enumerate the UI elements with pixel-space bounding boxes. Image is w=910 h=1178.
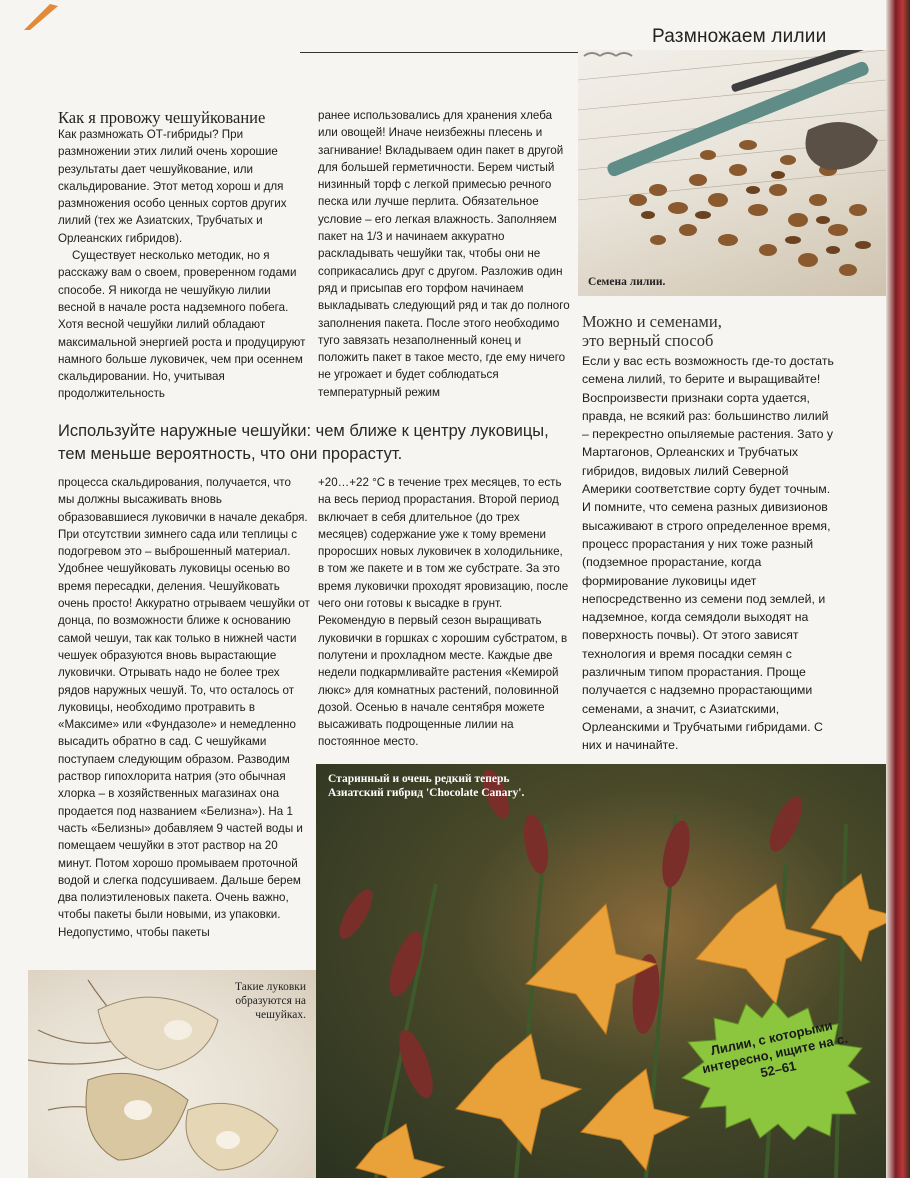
promo-starburst-text[interactable]: Лилии, с которыми интересно, ищите на с. 52–61 xyxy=(700,1017,850,1081)
seeds-caption: Семена лилии. xyxy=(588,276,666,288)
column-2-upper xyxy=(318,107,570,401)
page-spine xyxy=(886,0,910,1178)
paragraph-1: Как размножать ОТ-гибриды? При размножении этих лилий очень хорошие результаты дает чешуйкование, или скальдирование. Этот метод хорош и для размножения особо ценных сортов других лилий (тех же Азиатских, Трубчатых и Орлеанских гибридов). xyxy=(58,128,287,245)
lilies-caption: Старинный и очень редкий теперь Азиатский гибрид 'Chocolate Canary'. xyxy=(328,773,525,799)
heading-scaling: Как я провожу чешуйкование xyxy=(58,108,266,127)
paragraph-6: Если у вас есть возможность где-то достать семена лилий, то берите и выращивайте! Воспроизвести признаки сорта удается, правда, не всякий раз: большинство лилий – перекрестно опыляемые растения. Зато у Мартагонов, Орлеанских и Трубчатых гибридов, видовых лилий Северной Америки соответствие сорту будет точным. И помните, что семена разных дивизионов высаживают в строго определенное время, процесс прорастания у них тоже разный (подземное прорастание, когда формирование луковицы идет непосредственно из семени под землей, и надземное, когда семядоли выходят на поверхность почвы). От этого зависят технология и время посадки семян с различным типом прорастания. Проще получается с надземно прорастающими семенами, а значит, с Азиатскими, Орлеанскими и Трубчатыми гибридами. С них и начинайте. xyxy=(582,354,834,753)
column-3-seeds xyxy=(582,352,834,755)
column-1-lower xyxy=(58,474,310,941)
paragraph-4: процесса скальдирования, получается, что мы должны высаживать вновь образовавшиеся луковички в начале декабря. При отсутствии зимнего сада или теплицы с подогревом это – выброшенный материал. Удобнее чешуйковать луковицы осенью во время пересадки, деления. Чешуйковать очень просто! Аккуратно отрываем чешуйки от донца, по возможности ближе к основанию самой чешуи, так как только в нижней части чешуек образуются вновь вырастающие луковички. Отрывать надо не более трех рядов наружных чешуй. То, что осталось от луковицы, необходимо протравить в «Максиме» или «Фундазоле» и немедленно высадить обратно в сад. С чешуйками поступаем следующим образом. Разводим раствор гипохлорита натрия (это обычная хлорка – в хозяйственных магазинах она продается под названием «Белизна»). На 1 часть «Белизны» добавляем 9 частей воды и помещаем чешуйки в этот раствор на 20 минут. Потом хорошо промываем проточной водой и слегка подсушиваем. Дальше берем два полиэтиленовых пакета. Очень важно, чтобы пакеты были новыми, из упаковки. Недопустимо, чтобы пакеты xyxy=(58,476,310,939)
section-tag: Размножаем лилии xyxy=(652,26,827,47)
paragraph-2: Существует несколько методик, но я расскажу вам о своем, проверенном годами способе. Я никогда не чешуйкую лилии весной в начале роста надземного побега. Хотя весной чешуйки лилий обладают максимальной энергией роста и продуцируют намного больше луковичек, чем при осеннем скальдировании. Но, учитывая продолжительность xyxy=(58,249,306,401)
heading-seeds-line2: это верный способ xyxy=(582,331,714,350)
bulbs-caption: Такие луковки образуются на чешуйках. xyxy=(235,981,306,1021)
paragraph-5: +20…+22 °С в течение трех месяцев, то есть на весь период прорастания. Второй период включает в себя длительное (до трех месяцев) содержание уже к тому времени проросших новых луковичек в холодильнике, в том же пакете и в том же субстрате. За это время луковички проходят яровизацию, после чего они готовы к высадке в грунт. Рекомендую в первый сезон выращивать луковички в горшках с хорошим субстратом, в полутени и прохладном месте. Каждые две недели подкармливайте растения «Кемирой люкс» для комнатных растений, половинной дозой. Осенью в начале сентября можете высаживать подрощенные лилии на постоянное место. xyxy=(318,476,569,749)
heading-seeds xyxy=(582,312,722,350)
column-1-upper xyxy=(58,126,308,403)
corner-accent-icon xyxy=(20,0,60,32)
seeds-photo xyxy=(578,50,886,296)
lede-quote: Используйте наружные чешуйки: чем ближе к центру луковицы, тем меньше вероятность, что они прорастут. xyxy=(58,422,549,463)
column-2-lower xyxy=(318,474,572,751)
heading-seeds-line1: Можно и семенами, xyxy=(582,312,722,331)
paragraph-3: ранее использовались для хранения хлеба или овощей! Иначе неизбежны плесень и загнивание! Вкладываем один пакет в другой для большей герметичности. Берем чистый низинный торф с легкой примесью речного песка или лучше перлита. Обязательное условие – его легкая влажность. Заполняем пакет на 1/3 и начинаем аккуратно раскладывать чешуйки так, чтобы они не соприкасались друг с другом. Разложив один ряд и присыпав его торфом начинаем выкладывать следующий ряд и так до полного заполнения пакета. После этого необходимо туго завязать незаполненный конец и положить пакет в такое место, где ему ничего не угрожает и будет соблюдаться температурный режим xyxy=(318,109,570,399)
